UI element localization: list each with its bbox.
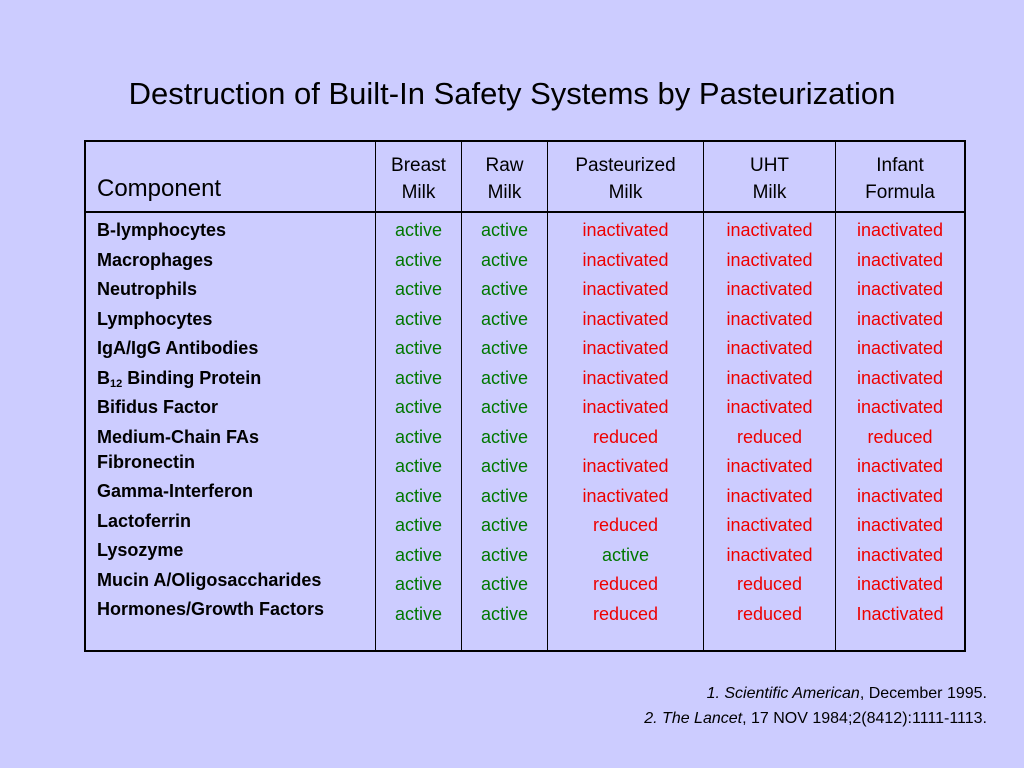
reference-source: 1. Scientific American (706, 685, 860, 702)
status-cell: inactivated (726, 544, 813, 565)
breast-milk-column (376, 218, 461, 631)
status-cell: inactivated (856, 220, 944, 240)
status-cell: Inactivated (856, 603, 944, 624)
status-cell: inactivated (856, 249, 944, 270)
status-cell: inactivated (582, 220, 669, 240)
status-cell: active (394, 338, 443, 358)
status-cell: inactivated (726, 397, 813, 417)
status-cell: active (601, 544, 650, 565)
status-cell: inactivated (726, 338, 813, 358)
raw-milk-column (462, 218, 547, 631)
component-name: Gamma-Interferon (97, 481, 254, 501)
status-cell: inactivated (582, 338, 669, 358)
infant-formula-column (836, 218, 964, 631)
component-name: Lymphocytes (97, 308, 213, 329)
component-name: Mucin A/Oligosaccharides (97, 569, 322, 590)
status-cell: inactivated (856, 308, 944, 329)
status-cell: inactivated (726, 515, 813, 535)
status-cell: inactivated (726, 308, 813, 329)
status-cell: inactivated (726, 485, 813, 506)
status-cell: active (394, 485, 443, 506)
component-name: Lactoferrin (97, 510, 192, 531)
column-header-raw-milk (462, 152, 547, 206)
status-cell: active (394, 456, 443, 476)
component-name: B-lymphocytes (97, 220, 227, 240)
status-cell: active (480, 603, 529, 624)
status-cell: inactivated (856, 574, 944, 594)
status-cell: active (480, 220, 529, 240)
status-cell: active (394, 544, 443, 565)
status-cell: active (480, 338, 529, 358)
column-header-line: Breast (391, 155, 446, 176)
status-cell: inactivated (582, 397, 669, 417)
column-header-line: Formula (865, 182, 935, 203)
status-cell: active (394, 426, 443, 447)
status-cell: active (394, 574, 443, 594)
status-cell: active (480, 544, 529, 565)
component-name (97, 366, 375, 396)
pasteurized-milk-column (548, 218, 703, 631)
status-cell: active (394, 515, 443, 535)
column-header-line: UHT (749, 155, 790, 176)
status-cell: inactivated (726, 220, 813, 240)
status-cell: active (480, 515, 529, 535)
status-cell: active (480, 456, 529, 476)
column-header-line: Milk (608, 182, 643, 203)
status-cell: reduced (592, 426, 659, 447)
status-cell: active (394, 397, 443, 417)
status-cell: inactivated (856, 338, 944, 358)
status-cell: inactivated (582, 279, 669, 299)
status-cell: reduced (592, 603, 659, 624)
status-cell: inactivated (582, 367, 669, 388)
status-cell: inactivated (726, 456, 813, 476)
status-cell: inactivated (856, 515, 944, 535)
status-cell: inactivated (856, 397, 944, 417)
status-cell: active (480, 308, 529, 329)
component-names-column (97, 218, 375, 627)
status-cell: reduced (592, 515, 659, 535)
component-name: Bifidus Factor (97, 397, 219, 417)
component-name-prefix: B (97, 367, 110, 388)
component-name: Macrophages (97, 249, 214, 270)
reference-detail: , 17 NOV 1984;2(8412):1111-1113. (742, 710, 987, 727)
status-cell: inactivated (726, 367, 813, 388)
column-header-pasteurized-milk (548, 152, 703, 206)
column-header-infant-formula (836, 152, 964, 206)
uht-milk-column (704, 218, 835, 631)
status-cell: active (480, 279, 529, 299)
status-cell: inactivated (582, 308, 669, 329)
status-cell: active (394, 279, 443, 299)
reference-line (644, 706, 987, 731)
reference-source: 2. The Lancet (644, 710, 743, 727)
comparison-table (84, 140, 966, 652)
status-cell: active (480, 426, 529, 447)
status-cell: inactivated (856, 367, 944, 388)
status-cell: active (480, 397, 529, 417)
status-cell: active (480, 367, 529, 388)
references (644, 681, 987, 731)
status-cell: inactivated (726, 249, 813, 270)
column-header-line: Milk (487, 182, 522, 203)
header-divider (86, 211, 964, 213)
component-name: Neutrophils (97, 279, 198, 299)
column-header-breast-milk (376, 152, 461, 206)
component-header: Component (97, 175, 222, 202)
column-header-line: Pasteurized (575, 155, 676, 176)
reference-line (644, 681, 987, 706)
status-cell: active (394, 367, 443, 388)
status-cell: active (394, 220, 443, 240)
status-cell: reduced (867, 426, 933, 447)
status-cell: inactivated (582, 456, 669, 476)
slide-title: Destruction of Built-In Safety Systems by Pasteurization (128, 76, 896, 111)
status-cell: active (480, 574, 529, 594)
status-cell: active (480, 249, 529, 270)
status-cell: inactivated (726, 279, 813, 299)
status-cell: active (394, 603, 443, 624)
status-cell: reduced (736, 603, 803, 624)
component-name: Hormones/Growth Factors (97, 599, 325, 619)
status-cell: active (394, 249, 443, 270)
status-cell: inactivated (582, 249, 669, 270)
component-name: IgA/IgG Antibodies (97, 338, 259, 358)
column-header-line: Infant (876, 155, 924, 176)
column-header-line: Milk (752, 182, 787, 203)
status-cell: reduced (736, 574, 803, 594)
status-cell: active (480, 485, 529, 506)
status-cell: inactivated (582, 485, 669, 506)
status-cell: inactivated (856, 544, 944, 565)
status-cell: inactivated (856, 485, 944, 506)
column-header-line: Raw (485, 155, 524, 176)
column-header-uht-milk (704, 152, 835, 206)
component-name-subscript: 12 (110, 377, 123, 390)
status-cell: reduced (736, 426, 803, 447)
component-name: Lysozyme (97, 540, 184, 560)
component-name: Medium-Chain FAs (97, 426, 260, 447)
component-name: Fibronectin (97, 451, 195, 472)
component-name-suffix: Binding Protein (122, 367, 262, 388)
status-cell: reduced (592, 574, 659, 594)
column-header-line: Milk (401, 182, 436, 203)
reference-detail: , December 1995. (859, 685, 987, 702)
status-cell: active (394, 308, 443, 329)
status-cell: inactivated (856, 279, 944, 299)
status-cell: inactivated (856, 456, 944, 476)
